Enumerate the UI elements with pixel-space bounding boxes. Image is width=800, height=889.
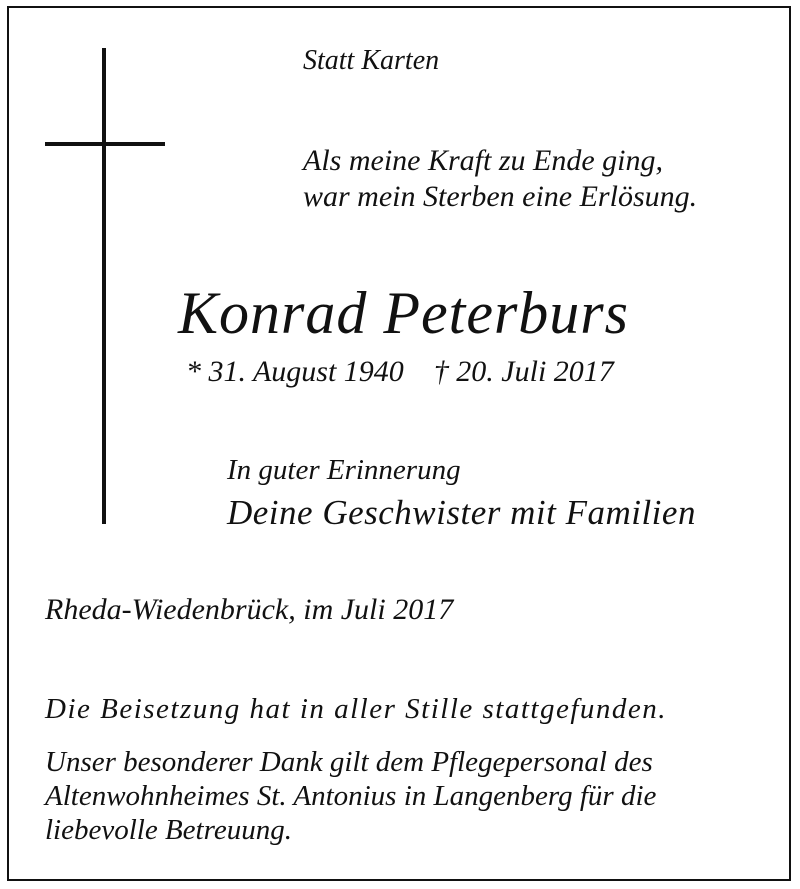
verse	[303, 143, 697, 215]
cross-icon	[102, 48, 106, 524]
death-date: † 20. Juli 2017	[433, 355, 614, 388]
birth-date: * 31. August 1940	[186, 355, 404, 388]
memory-line: In guter Erinnerung	[227, 454, 461, 486]
deceased-name: Konrad Peterburs	[178, 280, 629, 346]
verse-line: war mein Sterben eine Erlösung.	[303, 180, 698, 213]
thanks-line: Altenwohnheimes St. Antonius in Langenberg für die	[45, 780, 657, 812]
thanks-line: liebevolle Betreuung.	[45, 814, 292, 846]
life-dates	[186, 357, 614, 387]
thanks-note	[45, 745, 656, 847]
mourners-line: Deine Geschwister mit Familien	[227, 493, 696, 532]
verse-line: Als meine Kraft zu Ende ging,	[303, 144, 663, 177]
burial-note: Die Beisetzung hat in aller Stille stattgefunden.	[45, 693, 668, 725]
header-statt-karten: Statt Karten	[303, 45, 440, 76]
place-date: Rheda-Wiedenbrück, im Juli 2017	[45, 593, 454, 626]
cross-icon-bar	[45, 142, 165, 146]
thanks-line: Unser besonderer Dank gilt dem Pflegepersonal des	[45, 746, 653, 778]
